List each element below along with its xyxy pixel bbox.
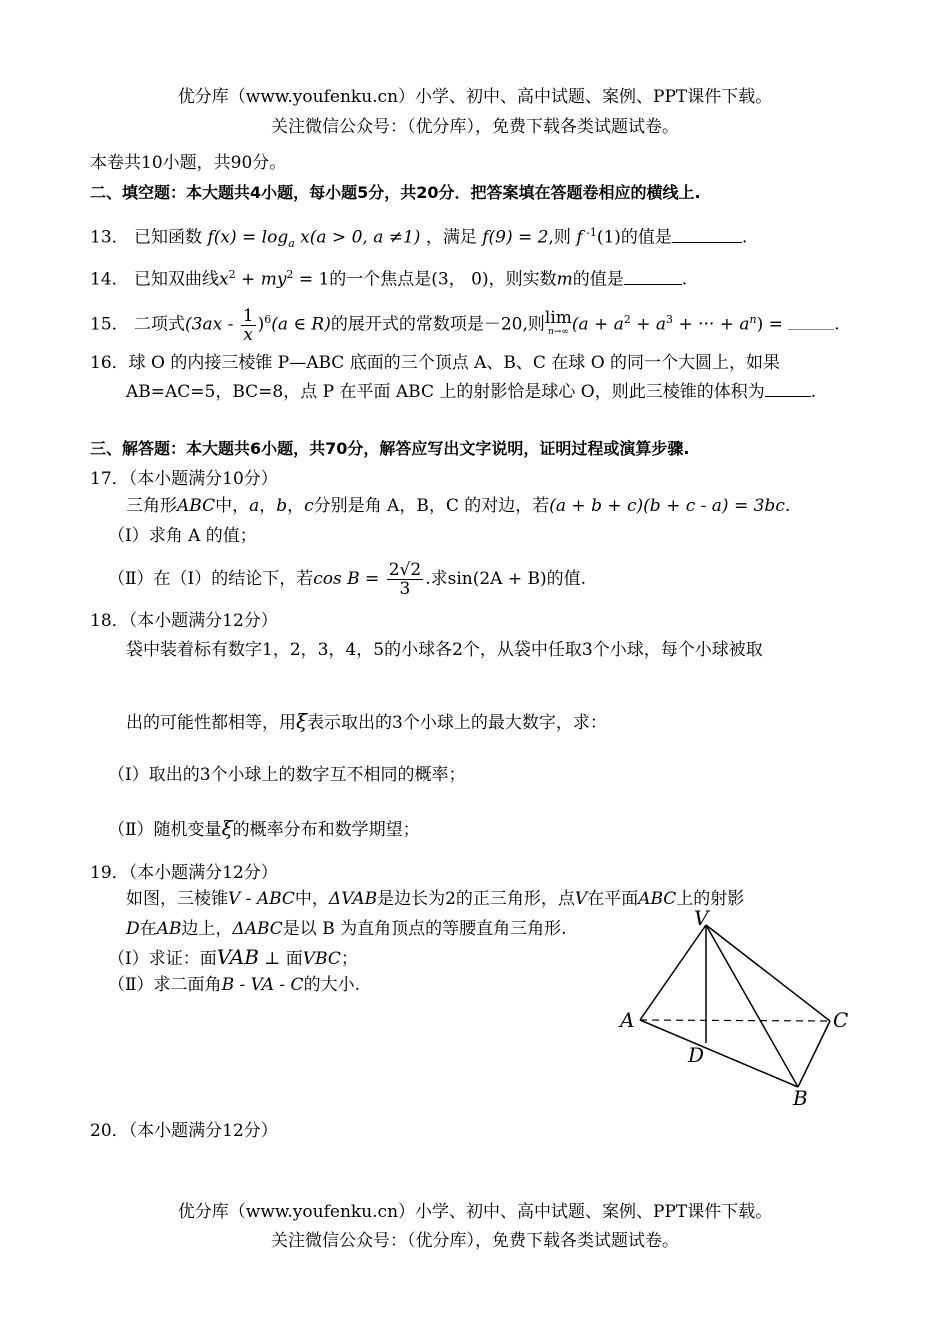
q19-part-2	[108, 974, 360, 996]
edge-ac-hidden	[640, 1020, 830, 1021]
q17-number: 17．	[90, 469, 129, 489]
q13-math-3: f(9) = 2	[482, 227, 549, 248]
edge-cb	[798, 1021, 830, 1087]
footer-line-2: 关注微信公众号：（优分库），免费下载各类试题试卷。	[271, 1231, 679, 1251]
q13-answer-blank[interactable]	[672, 228, 742, 243]
q14-sup-2: 2	[286, 268, 294, 281]
q15-math-1: (3ax -	[185, 314, 239, 335]
q18-line2-b: 表示取出的3个小球上的最大数字，求：	[307, 713, 607, 733]
q17-frac-den: 3	[399, 579, 411, 599]
q15-end: .	[834, 314, 840, 335]
q18-score: （本小题满分12分）	[128, 611, 278, 631]
q17-part2-text-a: （Ⅱ）在（Ⅰ）的结论下，若	[108, 569, 314, 589]
q17-sep-1: ，	[259, 496, 277, 516]
q15-math-3: (a ∈ R)	[271, 314, 331, 335]
q15-math-7: ) =	[756, 314, 789, 335]
q15-math-4: (a + a	[571, 314, 624, 335]
q14-math-3: = 1	[293, 269, 330, 290]
q15-math-5: + a	[630, 314, 667, 335]
question-17-head	[90, 468, 278, 490]
q13-number: 13．	[90, 227, 129, 248]
q17-sep-2: ，	[287, 496, 305, 516]
q15-text-a: 二项式	[134, 314, 186, 335]
q19-part1-a: （Ⅰ）求证：面	[108, 949, 217, 969]
label-d: D	[688, 1043, 705, 1067]
q17-sin: sin(2A + B)	[447, 569, 547, 589]
q17-frac-num: 2√2	[388, 560, 422, 580]
q19-text-a: 如图，三棱锥	[126, 889, 228, 909]
tetrahedron-figure	[610, 905, 870, 1110]
q19-perp: ⊥	[258, 949, 286, 969]
q17-text-b: 中，	[215, 496, 250, 516]
q16-line-1: 球 O 的内接三棱锥 P—ABC 底面的三个顶点 A、B、C 在球 O 的同一个大圆上，如果	[128, 353, 781, 373]
q19-score: （本小题满分12分）	[128, 863, 278, 883]
q19-part-1	[108, 946, 358, 970]
q19-dihedral: B - VA - C	[221, 975, 304, 995]
header-line-1: 优分库（www.youfenku.cn）小学、初中、高中试题、案例、PPT课件下载。	[177, 87, 773, 107]
q17-score: （本小题满分10分）	[128, 469, 278, 489]
q17-a: a	[249, 496, 260, 516]
q13-end: .	[741, 227, 748, 248]
question-14	[90, 264, 687, 291]
q15-fraction	[241, 307, 256, 344]
q13-text-c: ,则	[548, 227, 571, 248]
q19-abc: ABC	[638, 889, 677, 909]
footer-line-1: 优分库（www.youfenku.cn）小学、初中、高中试题、案例、PPT课件下载。	[177, 1202, 773, 1222]
question-17-body	[126, 495, 790, 517]
q17-cos: cos B =	[313, 569, 385, 589]
q19-number: 19．	[90, 863, 129, 883]
q20-number: 20．	[90, 1121, 129, 1141]
q19-text-d: 在平面	[587, 889, 639, 909]
q13-text-b: ，满足	[425, 227, 477, 248]
q15-frac-den: x	[243, 324, 253, 345]
q18-number: 18．	[90, 611, 129, 631]
label-c: C	[833, 1008, 849, 1032]
q17-text-a: 三角形	[126, 496, 177, 516]
q14-end: .	[681, 269, 688, 290]
question-15	[90, 298, 840, 347]
q13-math-4: f	[576, 227, 583, 248]
edge-va	[640, 925, 706, 1020]
q18-part-2	[108, 817, 420, 841]
question-19-head	[90, 862, 278, 884]
q19-line2-a: 在	[139, 919, 157, 939]
q15-frac-num: 1	[242, 305, 254, 326]
q19-part2-b: 的大小.	[303, 975, 360, 995]
q19-vab: VAB	[216, 945, 259, 969]
q19-line2-b: 边上，	[181, 919, 233, 939]
question-16	[90, 352, 780, 374]
q20-score: （本小题满分12分）	[128, 1121, 278, 1141]
q19-text-e: 上的射影	[676, 889, 745, 909]
q14-text-a: 已知双曲线	[134, 269, 220, 290]
q19-vbc: VBC	[302, 949, 341, 969]
q13-math-5: (1)	[596, 227, 621, 248]
q19-triangle-vab: ΔVAB	[328, 889, 378, 909]
q17-part2-text-c: 的值.	[546, 569, 587, 589]
q18-part2-b: 的概率分布和数学期望；	[232, 820, 420, 840]
label-v: V	[694, 906, 709, 930]
question-20-head	[90, 1120, 278, 1142]
question-13	[90, 222, 747, 255]
q19-line-2	[126, 918, 567, 940]
q19-triangle-abc: ΔABC	[232, 919, 283, 939]
q18-line2-a: 出的可能性都相等，用	[126, 713, 296, 733]
q16-answer-blank[interactable]	[765, 382, 811, 397]
q14-math-2: + my	[235, 269, 287, 290]
edge-ab	[640, 1020, 798, 1087]
edge-vb	[706, 925, 798, 1087]
q18-xi: ξ	[296, 709, 308, 733]
header-line-2: 关注微信公众号：（优分库），免费下载各类试题试卷。	[271, 117, 679, 137]
q15-text-b: 的展开式的常数项是－20,则	[330, 314, 545, 335]
q15-sup-2: 2	[623, 313, 631, 326]
q14-answer-blank[interactable]	[624, 270, 682, 285]
q15-math-2: )	[257, 314, 265, 335]
q15-number: 15．	[90, 314, 129, 335]
q19-part1-b: 面	[285, 949, 303, 969]
q17-equation: (a + b + c)(b + c - a) = 3bc.	[549, 496, 791, 516]
q14-text-c: 的值是	[572, 269, 624, 290]
q13-text-a: 已知函数	[134, 227, 203, 248]
q13-inverse-sup: -1	[582, 226, 597, 239]
q18-line-2	[126, 710, 607, 734]
q19-ab: AB	[156, 919, 182, 939]
q13-math-2: x(a > 0, a ≠1)	[294, 227, 421, 248]
q15-sup-3: 3	[666, 313, 674, 326]
edge-vc	[706, 925, 830, 1021]
question-16-cont	[126, 381, 816, 403]
q19-line2-c: 是以 B 为直角顶点的等腰直角三角形.	[282, 919, 567, 939]
q19-part1-c: ；	[340, 949, 358, 969]
q17-text-c: 分别是角 A，B，C 的对边，若	[313, 496, 550, 516]
q14-m: m	[556, 269, 573, 290]
q16-number: 16．	[90, 353, 129, 373]
q18-part-1: （Ⅰ）取出的3个小球上的数字互不相同的概率；	[108, 765, 466, 785]
q17-b: b	[276, 496, 288, 516]
q15-lim-sub: n→∞	[547, 327, 569, 338]
q14-sup-1: 2	[228, 268, 236, 281]
section-2-title: 二、填空题：本大题共4小题，每小题5分，共20分．把答案填在答题卷相应的横线上.	[90, 183, 701, 202]
q19-part2-a: （Ⅱ）求二面角	[108, 975, 222, 995]
q19-v: V	[574, 889, 588, 909]
q17-part-1: （Ⅰ）求角 A 的值；	[108, 526, 257, 546]
q19-text-b: 中，	[294, 889, 329, 909]
q15-power: 6	[264, 313, 272, 326]
q17-part2-text-b: .求	[425, 569, 448, 589]
q14-math-1: x	[219, 269, 229, 290]
label-a: A	[620, 1008, 635, 1032]
q18-part2-a: （Ⅱ）随机变量	[108, 820, 222, 840]
q13-text-d: 的值是	[620, 227, 672, 248]
q16-end: .	[810, 382, 817, 402]
q17-abc: ABC	[177, 496, 216, 516]
label-b: B	[793, 1086, 808, 1110]
q15-math-6: + ··· + a	[673, 314, 750, 335]
q14-number: 14．	[90, 269, 129, 290]
q17-c: c	[304, 496, 314, 516]
q15-lim-word: lim	[544, 308, 572, 329]
exam-intro: 本卷共10小题，共90分。	[90, 153, 287, 173]
q13-log-base: a	[288, 237, 295, 251]
q19-text-c: 是边长为2的正三角形，点	[377, 889, 575, 909]
q18-xi-2: ξ	[221, 816, 233, 840]
q18-line-1: 袋中装着标有数字1，2，3，4，5的小球各2个，从袋中任取3个小球，每个小球被取	[126, 640, 763, 660]
q13-math-1: f(x) = log	[207, 227, 289, 248]
question-18-head	[90, 610, 278, 632]
q19-d: D	[126, 919, 140, 939]
q15-limit	[544, 308, 572, 339]
q14-text-b: 的一个焦点是(3， 0)，则实数	[329, 269, 557, 290]
q19-vabc: V - ABC	[228, 889, 295, 909]
q15-answer-blank[interactable]	[788, 315, 834, 330]
q15-sup-n: n	[749, 313, 757, 326]
q16-line-2: AB=AC=5，BC=8，点 P 在平面 ABC 上的射影恰是球心 O，则此三棱锥的体积为	[126, 382, 765, 402]
section-3-title: 三、解答题：本大题共6小题，共70分，解答应写出文字说明，证明过程或演算步骤.	[90, 439, 690, 458]
q17-part-2	[108, 558, 586, 600]
q17-fraction	[387, 561, 423, 598]
